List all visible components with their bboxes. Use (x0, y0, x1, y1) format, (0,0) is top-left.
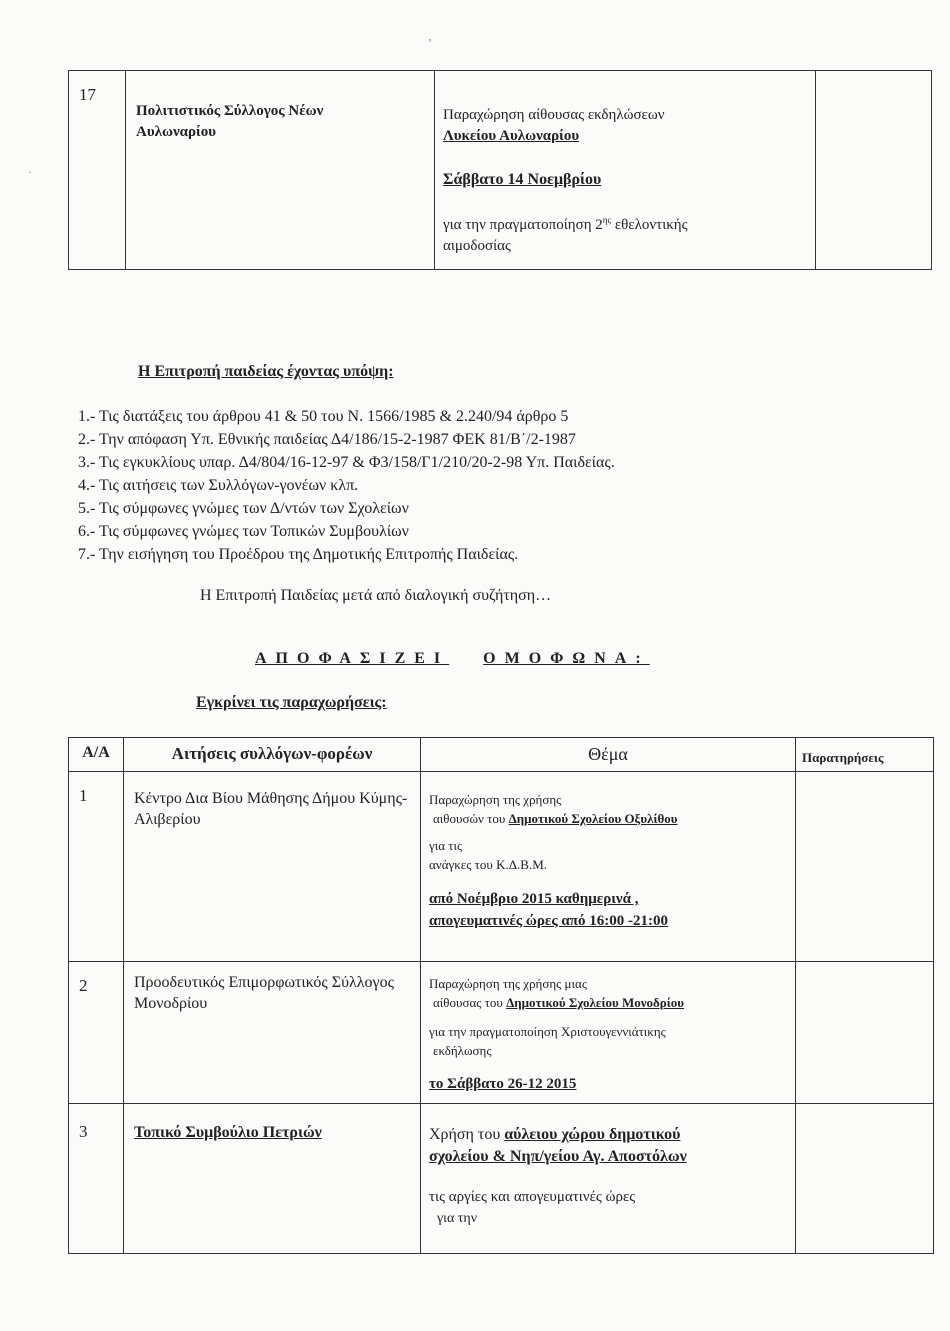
decision-heading (255, 650, 650, 668)
subject-purpose (443, 210, 815, 236)
applicant-name: Πολιτιστικός Σύλλογος Νέων Αυλωναρίου (136, 103, 324, 140)
considerations-list (78, 405, 615, 566)
top-table (68, 70, 932, 270)
subject-line (429, 809, 795, 828)
remarks-cell (816, 71, 932, 270)
decision-word: ΟΜΟΦΩΝΑ: (483, 650, 650, 667)
row-number: 2 (69, 962, 124, 1104)
subject-line: εκδήλωσης (433, 1043, 492, 1058)
row-number: 3 (69, 1104, 124, 1254)
applicant-name: Προοδευτικός Επιμορφωτικός Σύλλογος Μονοδρίου (134, 974, 394, 1012)
subject-line: για την πραγματοποίηση Χριστουγεννιάτικης (429, 1024, 666, 1039)
subject-cell (421, 1104, 796, 1254)
subject-date: Σάββατο 14 Νοεμβρίου (443, 171, 602, 188)
remarks-cell (796, 1104, 934, 1254)
list-item: 2.- Την απόφαση Υπ. Εθνικής παιδείας Δ4/186/15-2-1987 ΦΕΚ 81/Β΄/2-1987 (78, 431, 576, 448)
subject-venue: Λυκείου Αυλωναρίου (443, 128, 580, 144)
table-row (69, 1104, 934, 1254)
remarks-cell (796, 962, 934, 1104)
subject-line: Παραχώρηση της χρήσης (429, 792, 562, 807)
row-number: 1 (69, 772, 124, 962)
subject-text: αιθουσών του (433, 811, 509, 826)
considerations-heading: Η Επιτροπή παιδείας έχοντας υπόψη: (138, 363, 394, 380)
applicant-cell (126, 71, 435, 270)
row-number: 17 (69, 71, 126, 270)
main-table (68, 737, 934, 1254)
subject-line: ανάγκες του Κ.Δ.Β.Μ. (429, 857, 548, 872)
subject-line: Παραχώρηση της χρήσης μιας (429, 976, 587, 991)
subject-line: τις αργίες και απογευματινές ώρες (429, 1189, 636, 1205)
subject-line: Παραχώρηση αίθουσας εκδηλώσεων (443, 107, 665, 123)
table-row (69, 772, 934, 962)
list-item: 4.- Τις αιτήσεις των Συλλόγων-γονέων κλπ. (78, 477, 359, 494)
schedule-line: απογευματινές ώρες από 16:00 -21:00 (429, 913, 668, 929)
column-header: Παρατηρήσεις (796, 738, 934, 772)
subject-line (429, 993, 795, 1012)
scan-mark: ʼ (428, 36, 432, 50)
list-item: 1.- Τις διατάξεις του άρθρου 41 & 50 του Ν. 1566/1985 & 2.240/94 άρθρο 5 (78, 408, 569, 425)
applicant-name: Κέντρο Δια Βίου Μάθησης Δήμου Κύμης-Αλιβερίου (134, 790, 408, 828)
subject-cell (421, 962, 796, 1104)
applicant-name: Τοπικό Συμβούλιο Πετριών (134, 1124, 322, 1141)
subject-text: αίθουσας του (433, 995, 507, 1010)
approves-line: Εγκρίνει τις παραχωρήσεις: (196, 694, 387, 711)
list-item: 6.- Τις σύμφωνες γνώμες των Τοπικών Συμβουλίων (78, 523, 409, 540)
purpose-sup: ης (602, 215, 612, 225)
subject-line: για τις (429, 838, 463, 853)
scan-mark: · (28, 165, 32, 179)
schedule-line: το Σάββατο 26-12 2015 (429, 1076, 577, 1092)
subject-line (429, 1124, 795, 1146)
column-header: Θέμα (421, 738, 796, 772)
subject-purpose-line2: αιμοδοσίας (443, 238, 511, 254)
remarks-cell (796, 772, 934, 962)
table-row (69, 962, 934, 1104)
applicant-cell (124, 1104, 421, 1254)
subject-line: για την (437, 1211, 478, 1226)
table-header-row (69, 738, 934, 772)
school-name: Δημοτικού Σχολείου Οξυλίθου (508, 811, 678, 826)
venue-name: αύλειου χώρου δημοτικού (504, 1126, 681, 1143)
purpose-text: εθελοντικής (611, 217, 688, 233)
column-header: Α/Α (69, 738, 124, 772)
table-row (69, 71, 932, 270)
applicant-cell (124, 772, 421, 962)
subject-cell (435, 71, 816, 270)
list-item: 7.- Την εισήγηση του Προέδρου της Δημοτικής Επιτροπής Παιδείας. (78, 546, 519, 563)
subject-text: Χρήση του (429, 1126, 505, 1143)
venue-name: σχολείου & Νηπ/γείου Αγ. Αποστόλων (429, 1148, 687, 1165)
school-name: Δημοτικού Σχολείου Μονοδρίου (506, 995, 685, 1010)
purpose-text: για την πραγματοποίηση 2 (443, 217, 603, 233)
column-header: Αιτήσεις συλλόγων-φορέων (124, 738, 421, 772)
discussion-line: Η Επιτροπή Παιδείας μετά από διαλογική συζήτηση… (200, 587, 552, 604)
subject-cell (421, 772, 796, 962)
list-item: 3.- Τις εγκυκλίους υπαρ. Δ4/804/16-12-97 & Φ3/158/Γ1/210/20-2-98 Υπ. Παιδείας. (78, 454, 615, 471)
schedule-line: από Νοέμβριο 2015 καθημερινά , (429, 891, 639, 907)
decision-word: ΑΠΟΦΑΣΙΖΕΙ (255, 650, 450, 667)
applicant-cell (124, 962, 421, 1104)
list-item: 5.- Τις σύμφωνες γνώμες των Δ/ντών των Σχολείων (78, 500, 409, 517)
